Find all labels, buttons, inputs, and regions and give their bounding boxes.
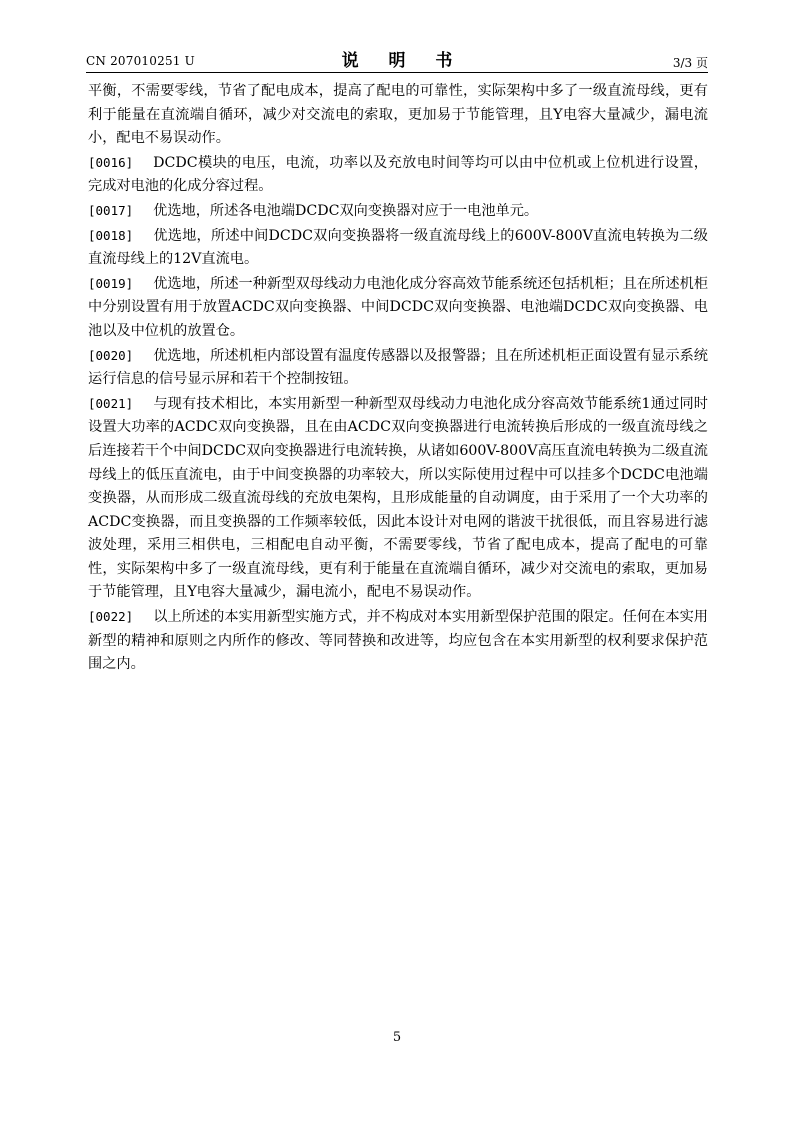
paragraph-continuation — [88, 80, 708, 151]
paragraph-text: 平衡，不需要零线，节省了配电成本，提高了配电的可靠性，实际架构中多了一级直流母线，更有利于能量在直流端自循环，减少对交流电的索取，更加易于节能管理，且Y电容大量减少，漏电流小，配电不易误动作。 — [88, 83, 708, 147]
paragraph-text: 与现有技术相比，本实用新型一种新型双母线动力电池化成分容高效节能系统1通过同时设置大功率的ACDC双向变换器，且在由ACDC双向变换器进行电流转换后形成的一级直流母线之后连接若干个中间DCDC双向变换器进行电流转换，从诸如600V-800V高压直流电转换为二级直流母线上的低压直流电，由于中间变换器的功率较大，所以实际使用过程中可以挂多个DCDC电池端变换器，从而形成二级直流母线的充放电架构，且形成能量的自动调度，由于采用了一个大功率的ACDC变换器，而且变换器的工作频率较低，因此本设计对电网的谐波干扰很低，而且容易进行滤波处理，采用三相供电，三相配电自动平衡，不需要零线，节省了配电成本，提高了配电的可靠性，实际架构中多了一级直流母线，更有利于能量在直流端自循环，减少对交流电的索取，更加易于节能管理，且Y电容大量减少，漏电流小，配电不易误动作。 — [88, 395, 708, 601]
paragraph-number: [0022] — [88, 609, 134, 625]
paragraph-number: [0018] — [88, 227, 134, 243]
paragraph-0016 — [88, 151, 708, 199]
page-header — [86, 46, 708, 72]
paragraph-text: 优选地，所述机柜内部设置有温度传感器以及报警器；且在所述机柜正面设置有显示系统运行信息的信号显示屏和若干个控制按钮。 — [88, 347, 708, 388]
paragraph-0021 — [88, 392, 708, 605]
paragraph-number: [0017] — [88, 202, 134, 218]
paragraph-0017 — [88, 199, 708, 224]
paragraph-text: 优选地，所述各电池端DCDC双向变换器对应于一电池单元。 — [153, 202, 539, 219]
paragraph-0019 — [88, 272, 708, 344]
paragraph-number: [0016] — [88, 154, 134, 170]
document-body — [88, 80, 708, 677]
paragraph-number: [0021] — [88, 395, 134, 411]
header-divider — [86, 72, 708, 73]
page-indicator: 3/3 页 — [672, 56, 708, 70]
document-title: 说 明 书 — [341, 51, 465, 71]
paragraph-text: 优选地，所述中间DCDC双向变换器将一级直流母线上的600V-800V直流电转换为二级直流母线上的12V直流电。 — [88, 227, 708, 268]
paragraph-number: [0020] — [88, 347, 134, 363]
paragraph-text: 优选地，所述一种新型双母线动力电池化成分容高效节能系统还包括机柜；且在所述机柜中分别设置有用于放置ACDC双向变换器、中间DCDC双向变换器、电池端DCDC双向变换器、电池以及中位机的放置仓。 — [88, 275, 708, 339]
paragraph-0018 — [88, 224, 708, 272]
page-number: 5 — [392, 1030, 402, 1045]
paragraph-text: 以上所述的本实用新型实施方式，并不构成对本实用新型保护范围的限定。任何在本实用新型的精神和原则之内所作的修改、等同替换和改进等，均应包含在本实用新型的权利要求保护范围之内。 — [88, 609, 708, 673]
paragraph-number: [0019] — [88, 275, 134, 291]
patent-number: CN 207010251 U — [86, 54, 195, 68]
paragraph-text: DCDC模块的电压，电流，功率以及充放电时间等均可以由中位机或上位机进行设置，完成对电池的化成分容过程。 — [88, 154, 708, 195]
paragraph-0020 — [88, 344, 708, 392]
paragraph-0022 — [88, 605, 708, 677]
